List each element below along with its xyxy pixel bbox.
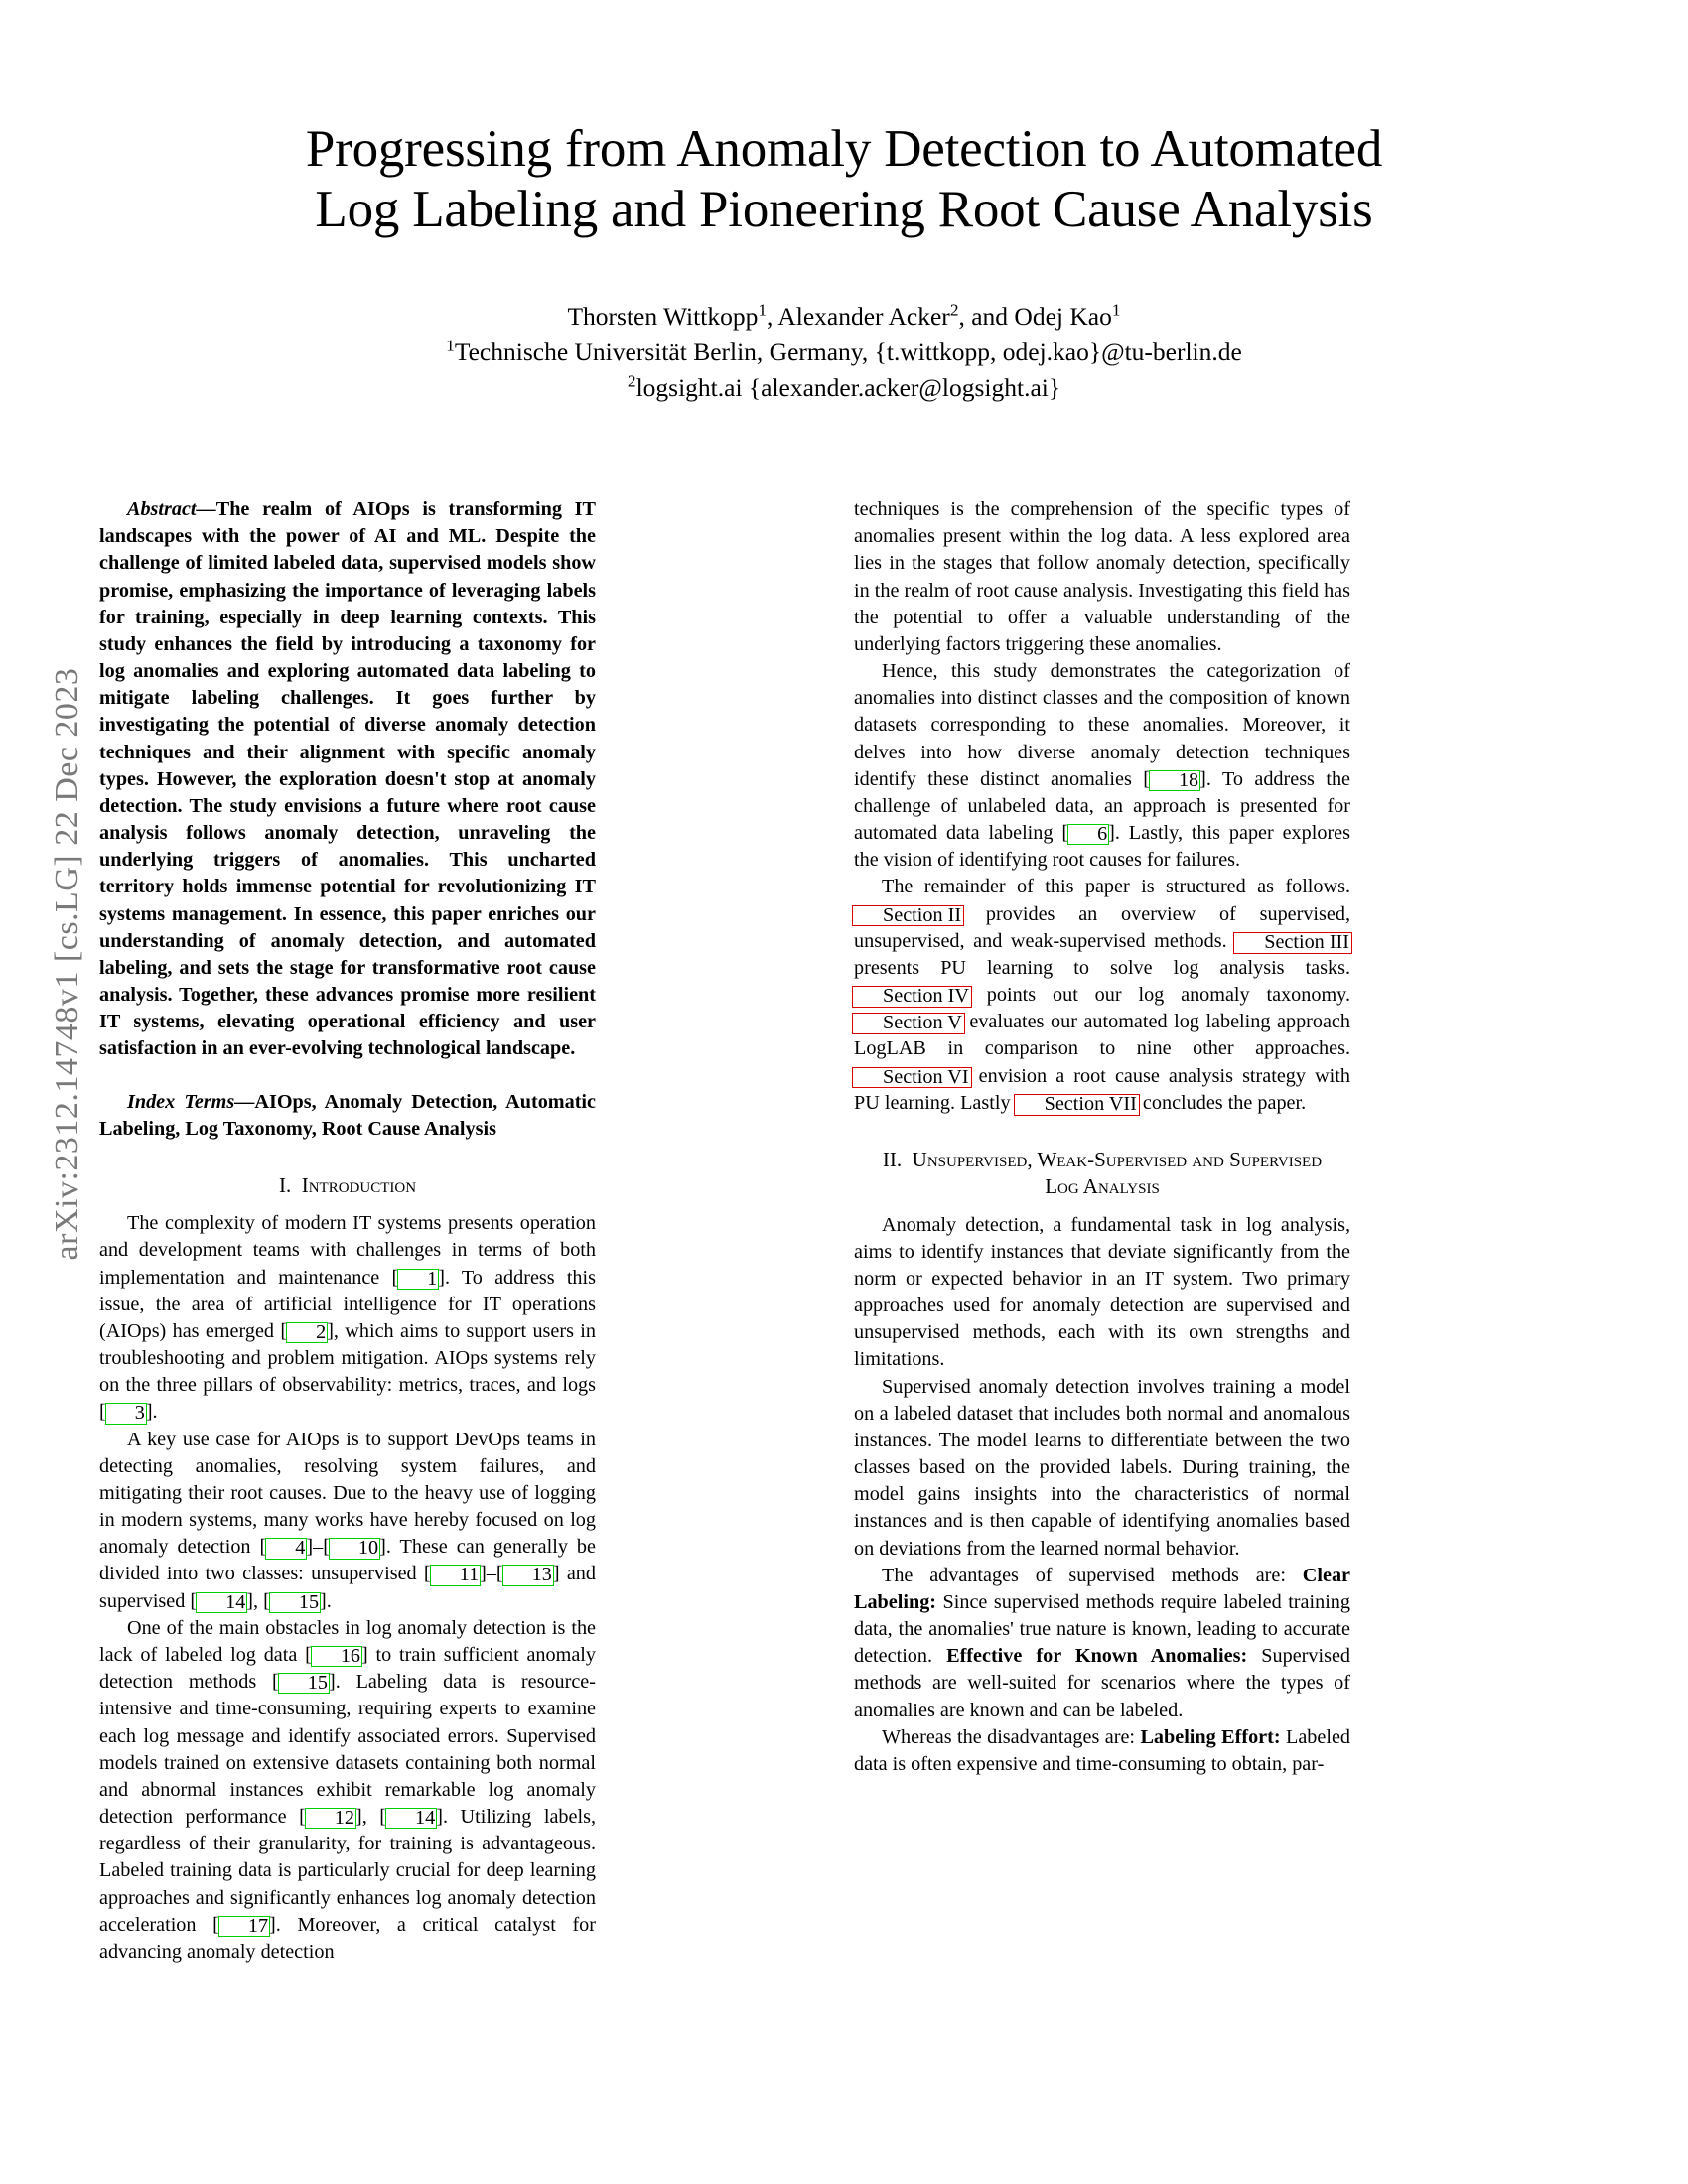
right-paragraph-5: Supervised anomaly detection involves training a model on a labeled dataset that includes both normal and anomalous instances. The model learns to differentiate between the two classes based on the provided labels. During training, the model gains insights into the characteristics of normal instances and is then capable of identifying anomalies based on deviations from the learned normal behavior.: [854, 1375, 1350, 1560]
right-p3-text-g: concludes the paper.: [1137, 1091, 1307, 1114]
right-paragraph-7: [854, 1724, 1350, 1778]
section-ref-vii[interactable]: Section VII: [1014, 1094, 1140, 1116]
paper-title-line-2: Log Labeling and Pioneering Root Cause Analysis: [315, 181, 1373, 239]
citation-14[interactable]: 14: [196, 1592, 247, 1613]
citation-15-b[interactable]: 15: [278, 1673, 330, 1694]
intro-p2-text-a: A key use case for AIOps is to support DevOps teams in detecting anomalies, resolving system failures, and mitigating their root causes. Due to the heavy use of logging in modern systems, many works have hereby focused on log anomaly detection [: [99, 1428, 596, 1559]
author-name-1: Thorsten Wittkopp: [567, 301, 759, 331]
section-ref-iii[interactable]: Section III: [1233, 932, 1352, 954]
intro-p1-text-c: ], which aims to support users in troubleshooting and problem mitigation. AIOps systems rely on the three pillars of observability: metrics, traces, and logs [: [99, 1319, 596, 1424]
intro-p2-text-b: ]–[: [306, 1536, 330, 1559]
citation-16[interactable]: 16: [311, 1646, 362, 1667]
intro-paragraph-3: [99, 1615, 596, 1966]
author-names: [567, 302, 1120, 331]
right-p2-text-a: Hence, this study demonstrates the categorization of anomalies into distinct classes and the composition of known datasets corresponding to these anomalies. Moreover, it delves into how diverse anomaly detection techniques identify these distinct anomalies [: [854, 660, 1350, 790]
inline-heading-clear-labeling: Clear Labeling:: [854, 1564, 1350, 1613]
page-title: [119, 119, 1569, 241]
inline-heading-effective-known-anomalies: Effective for Known Anomalies:: [946, 1645, 1248, 1668]
author-sup-3: 1: [1111, 300, 1121, 320]
right-paragraph-4: Anomaly detection, a fundamental task in log analysis, aims to identify instances that deviate significantly from the norm or expected behavior in an IT system. Two primary approaches used for anomaly detection are supervised and unsupervised methods, each with its own strengths and limitations.: [854, 1213, 1350, 1371]
right-p6-text-c: Since supervised methods require labeled training data, the anomalies' true nature is known, leading to accurate detection.: [854, 1590, 1350, 1668]
citation-11[interactable]: 11: [430, 1565, 481, 1585]
citation-12[interactable]: 12: [305, 1808, 356, 1829]
citation-14-b[interactable]: 14: [385, 1808, 437, 1829]
citation-2[interactable]: 2: [286, 1322, 328, 1343]
right-p3-text-e: evaluates our automated log labeling approach LogLAB in comparison to nine other approaches.: [854, 1011, 1350, 1060]
intro-p3-text-d: ], [: [354, 1806, 387, 1829]
inline-heading-labeling-effort: Labeling Effort:: [1140, 1725, 1281, 1748]
section-numeral-1: I.: [278, 1172, 292, 1197]
intro-p1-text-d: ].: [145, 1401, 158, 1424]
citation-3[interactable]: 3: [105, 1403, 147, 1424]
abstract-paragraph: [99, 496, 596, 1063]
citation-4[interactable]: 4: [265, 1538, 307, 1559]
author-sup-2: 2: [949, 300, 959, 320]
title-block: [119, 119, 1569, 407]
right-paragraph-6: [854, 1563, 1350, 1724]
citation-13[interactable]: 13: [502, 1565, 554, 1585]
section-numeral-2: II.: [882, 1147, 903, 1171]
right-p2-text-c: ]. Lastly, this paper explores the vision of identifying root causes for failures.: [854, 822, 1350, 872]
paper-title-line-1: Progressing from Anomaly Detection to Automated: [305, 120, 1383, 178]
right-p3-text-c: presents PU learning to solve log analysis tasks.: [854, 956, 1350, 979]
right-paragraph-3: [854, 874, 1350, 1117]
intro-p3-text-c: ]. Labeling data is resource-intensive and time-consuming, requiring experts to examine each log message and identify associated errors. Supervised models trained on extensive datasets containing both normal and abnormal instances exhibit remarkable log anomaly detection performance [: [99, 1671, 596, 1829]
right-column: [854, 496, 1350, 1778]
section-title-2-line-1: Unsupervised, Weak-Supervised and Supervised: [912, 1147, 1323, 1171]
citation-18[interactable]: 18: [1149, 770, 1200, 791]
right-p3-text-b: provides an overview of supervised, unsupervised, and weak-supervised methods.: [854, 902, 1350, 952]
index-terms-label: Index Terms—: [127, 1090, 255, 1113]
section-ref-iv[interactable]: Section IV: [852, 986, 972, 1008]
author-block: [119, 299, 1569, 407]
intro-p3-text-f: ]. Moreover, a critical catalyst for advancing anomaly detection: [99, 1913, 596, 1963]
section-heading-log-analysis: [854, 1147, 1350, 1201]
author-sup-1: 1: [758, 300, 767, 320]
section-ref-ii[interactable]: Section II: [852, 905, 964, 927]
affiliation-1: [119, 335, 1569, 370]
author-name-2: , Alexander Acker: [767, 301, 950, 331]
affiliation-1-text: Technische Universität Berlin, Germany, {t.wittkopp, odej.kao}@tu-berlin.de: [454, 338, 1242, 367]
left-column: [99, 496, 596, 1966]
intro-p2-text-d: ]–[: [480, 1563, 503, 1585]
right-p3-text-a: The remainder of this paper is structured as follows.: [882, 876, 1350, 898]
intro-paragraph-1: [99, 1210, 596, 1426]
right-paragraph-2: [854, 658, 1350, 874]
section-title-2-line-2: Log Analysis: [1045, 1174, 1160, 1199]
index-terms-body: AIOps, Anomaly Detection, Automatic Labeling, Log Taxonomy, Root Cause Analysis: [99, 1090, 596, 1140]
intro-p2-text-f: ], [: [246, 1589, 270, 1612]
intro-p3-text-b: ] to train sufficient anomaly detection methods [: [99, 1644, 596, 1694]
right-p3-text-f: envision a root cause analysis strategy with PU learning. Lastly: [854, 1064, 1350, 1114]
right-p3-text-d: points out our log anomaly taxonomy.: [969, 984, 1350, 1007]
affiliation-1-sup: 1: [446, 336, 455, 355]
right-p2-text-b: ]. To address the challenge of unlabeled data, an approach is presented for automated data labeling [: [854, 767, 1350, 845]
citation-1[interactable]: 1: [397, 1269, 439, 1290]
intro-p1-text-a: The complexity of modern IT systems presents operation and development teams with challenges in terms of both implementation and maintenance [: [99, 1212, 596, 1289]
affiliation-2: [119, 370, 1569, 406]
section-ref-vi[interactable]: Section VI: [852, 1067, 972, 1089]
section-heading-introduction: [99, 1172, 596, 1199]
citation-6[interactable]: 6: [1067, 824, 1109, 845]
right-p6-text-a: The advantages of supervised methods are:: [882, 1564, 1303, 1586]
abstract-label: Abstract—: [127, 498, 216, 520]
affiliation-2-text: logsight.ai {alexander.acker@logsight.ai}: [635, 373, 1061, 403]
intro-p2-text-c: ]. These can generally be divided into two classes: unsupervised [: [99, 1536, 596, 1585]
intro-paragraph-2: [99, 1427, 596, 1615]
citation-17[interactable]: 17: [218, 1916, 270, 1937]
author-name-3: , and Odej Kao: [958, 301, 1112, 331]
section-ref-v[interactable]: Section V: [852, 1013, 965, 1034]
section-title-1: Introduction: [301, 1172, 417, 1197]
index-terms-paragraph: [99, 1089, 596, 1143]
affiliation-2-sup: 2: [627, 371, 636, 391]
intro-p2-text-g: ].: [320, 1589, 332, 1612]
citation-15[interactable]: 15: [269, 1592, 321, 1613]
intro-p3-text-e: ]. Utilizing labels, regardless of their granularity, for training is advantageous. Labeled training data is particularly crucial for deep learning approaches and significantly enhances log anomaly detection acceleration [: [99, 1806, 596, 1936]
intro-p3-text-a: One of the main obstacles in log anomaly detection is the lack of labeled log data [: [99, 1616, 596, 1666]
right-p6-text-d: Supervised methods are well-suited for scenarios where the types of anomalies are known and can be labeled.: [854, 1645, 1350, 1721]
right-paragraph-1: techniques is the comprehension of the specific types of anomalies present within the log data. A less explored area lies in the stages that follow anomaly detection, specifically in the realm of root cause analysis. Investigating this field has the potential to offer a valuable understanding of the underlying factors triggering these anomalies.: [854, 498, 1350, 655]
right-p7-text-c: Labeled data is often expensive and time-consuming to obtain, par-: [854, 1725, 1351, 1775]
intro-p1-text-b: ]. To address this issue, the area of artificial intelligence for IT operations (AIOps) has emerged [: [99, 1266, 596, 1342]
citation-10[interactable]: 10: [329, 1538, 380, 1559]
abstract-body: The realm of AIOps is transforming IT landscapes with the power of AI and ML. Despite the challenge of limited labeled data, supervised models show promise, emphasizing the importance of leveraging labels for training, especially in deep learning contexts. This study enhances the field by introducing a taxonomy for log anomalies and exploring automated data labeling to mitigate labeling challenges. It goes further by investigating the potential of diverse anomaly detection techniques and their alignment with specific anomaly types. However, the exploration doesn't stop at anomaly detection. The study envisions a future where root cause analysis follows anomaly detection, unraveling the underlying triggers of anomalies. This uncharted territory holds immense potential for revolutionizing IT systems management. In essence, this paper enriches our understanding of anomaly detection, and automated labeling, and sets the stage for transformative root cause analysis. Together, these advances promise more resilient IT systems, elevating operational efficiency and user satisfaction in an ever-evolving technological landscape.: [99, 498, 596, 1060]
arxiv-stamp: arXiv:2312.14748v1 [cs.LG] 22 Dec 2023: [49, 667, 85, 1261]
intro-p2-text-e: ] and supervised [: [99, 1563, 596, 1612]
right-p7-text-a: Whereas the disadvantages are:: [882, 1725, 1141, 1748]
